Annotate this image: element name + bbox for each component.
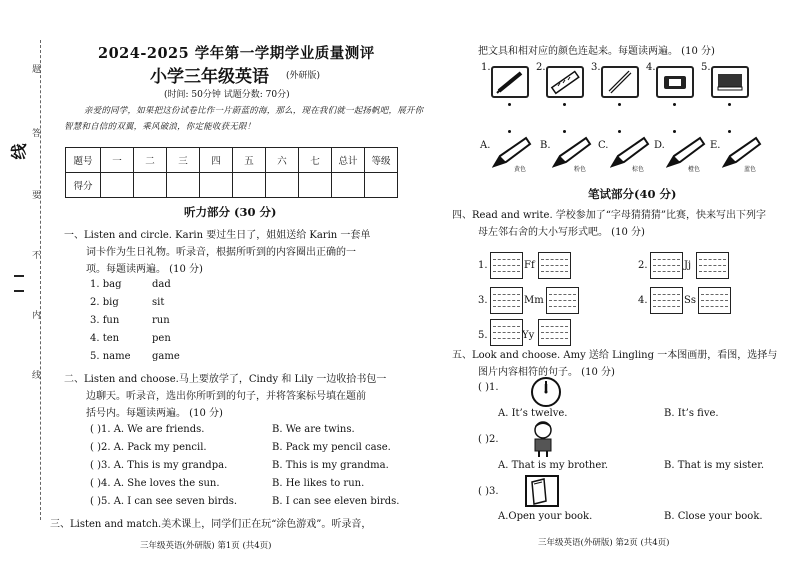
- q2-item-a[interactable]: ( )3. A. This is my grandpa.: [90, 460, 228, 471]
- q4-item-number: 3.: [478, 295, 488, 306]
- crayon-color-label: 黄色: [514, 166, 527, 173]
- crayon-color-label: 棕色: [632, 166, 645, 173]
- q4-letters: Ff: [524, 260, 535, 271]
- match-dot[interactable]: [563, 103, 566, 106]
- table-cell: 二: [134, 148, 167, 173]
- score-table-score-row: [66, 173, 398, 198]
- score-cell[interactable]: [101, 173, 134, 198]
- q4-letters: Ss: [684, 295, 696, 306]
- q5-option-b[interactable]: B. Close your book.: [664, 511, 763, 522]
- q4-item-number: 2.: [638, 260, 648, 271]
- q2-line-3: 括号内。每题读两遍。 (10 分): [86, 408, 223, 419]
- write-box[interactable]: [538, 252, 571, 279]
- open-book-icon: [524, 474, 560, 508]
- write-box[interactable]: [538, 319, 571, 346]
- listening-heading: 听力部分 (30 分): [184, 205, 277, 219]
- margin-char-5: 线: [32, 371, 42, 381]
- q2-item-b[interactable]: B. This is my grandma.: [272, 460, 389, 471]
- q5-option-a[interactable]: A. That is my brother.: [498, 460, 609, 471]
- q1-item-left[interactable]: 3. fun: [90, 315, 120, 326]
- match-dot[interactable]: [728, 103, 731, 106]
- q3-continuation: 把文具和相对应的颜色连起来。每题读两遍。 (10 分): [478, 46, 715, 57]
- q2-item-a[interactable]: ( )2. A. Pack my pencil.: [90, 442, 207, 453]
- q5-option-a[interactable]: A. It’s twelve.: [498, 408, 568, 419]
- q5-option-b[interactable]: B. It’s five.: [664, 408, 719, 419]
- margin-char-top: 题: [32, 65, 42, 75]
- score-table-header-row: [66, 148, 398, 173]
- score-cell[interactable]: [167, 173, 200, 198]
- page1-footer: 三年级英语(外研版) 第1页 (共4页): [140, 541, 272, 551]
- match-dot[interactable]: [673, 103, 676, 106]
- q4-letters: Jj: [684, 260, 692, 271]
- q5-option-b[interactable]: B. That is my sister.: [664, 460, 765, 471]
- table-cell: 题号: [66, 148, 101, 173]
- q1-item-right[interactable]: run: [152, 315, 170, 326]
- q2-item-a[interactable]: ( )4. A. She loves the sun.: [90, 478, 220, 489]
- table-cell: 得分: [66, 173, 101, 198]
- q1-line-2: 词卡作为生日礼物。听录音，根据所听到的内容圈出正确的一: [86, 247, 356, 258]
- crayon-color-label: 蓝色: [744, 166, 757, 173]
- match-dot[interactable]: [728, 130, 731, 133]
- write-box[interactable]: [490, 287, 523, 314]
- table-cell: 七: [299, 148, 332, 173]
- margin-char-4: 内: [32, 311, 42, 321]
- greeting-line-1: 亲爱的同学，如果把这份试卷比作一片蔚蓝的海，那么，现在我们就一起扬帆吧，展开你: [84, 106, 424, 116]
- q1-line-3: 项。每题读两遍。 (10 分): [86, 264, 203, 275]
- score-cell[interactable]: [365, 173, 398, 198]
- cut-line: [40, 40, 41, 520]
- q1-item-right[interactable]: dad: [152, 279, 171, 290]
- table-cell: 五: [233, 148, 266, 173]
- crayon-letter: B.: [540, 140, 551, 151]
- q2-item-a[interactable]: ( )1. A. We are friends.: [90, 424, 205, 435]
- score-cell[interactable]: [134, 173, 167, 198]
- q4-line-1: 四、Read and write. 学校参加了“字母猜猜猜”比赛，快来写出下列字: [452, 210, 767, 221]
- q4-item-number: 5.: [478, 330, 488, 341]
- q2-item-b[interactable]: B. Pack my pencil case.: [272, 442, 391, 453]
- margin-char-3: 不: [32, 251, 42, 261]
- book-icon: [711, 66, 749, 98]
- q4-item-number: 1.: [478, 260, 488, 271]
- greeting-line-2: 智慧和自信的双翼，乘风破浪，你定能收获无限！: [64, 122, 256, 132]
- binding-margin: [0, 0, 46, 561]
- stationery-number: 1.: [481, 62, 491, 73]
- score-cell[interactable]: [332, 173, 365, 198]
- q1-item-left[interactable]: 1. bag: [90, 279, 122, 290]
- q1-item-right[interactable]: pen: [152, 333, 171, 344]
- stationery-number: 2.: [536, 62, 546, 73]
- match-dot[interactable]: [618, 103, 621, 106]
- write-box[interactable]: [696, 252, 729, 279]
- score-cell[interactable]: [200, 173, 233, 198]
- write-box[interactable]: [650, 287, 683, 314]
- crayon-color-label: 橙色: [688, 166, 701, 173]
- match-dot[interactable]: [563, 130, 566, 133]
- q1-item-left[interactable]: 4. ten: [90, 333, 120, 344]
- q2-item-b[interactable]: B. He likes to run.: [272, 478, 365, 489]
- written-heading: 笔试部分(40 分): [588, 187, 677, 201]
- eraser-icon: [656, 66, 694, 98]
- table-cell: 三: [167, 148, 200, 173]
- margin-big-mark: 线: [9, 143, 29, 160]
- q2-line-1: 二、Listen and choose.马上要放学了，Cindy 和 Lily 一边收拾书包一: [64, 374, 387, 385]
- score-cell[interactable]: [233, 173, 266, 198]
- q2-item-b[interactable]: B. We are twins.: [272, 424, 355, 435]
- margin-char-2: 要: [32, 191, 42, 201]
- q1-item-right[interactable]: sit: [152, 297, 165, 308]
- score-cell[interactable]: [266, 173, 299, 198]
- q2-item-a[interactable]: ( )5. A. I can see seven birds.: [90, 496, 238, 507]
- table-cell: 四: [200, 148, 233, 173]
- write-box[interactable]: [490, 252, 523, 279]
- q4-letters: Mm: [524, 295, 544, 306]
- q1-item-left[interactable]: 5. name: [90, 351, 131, 362]
- table-cell: 等级: [365, 148, 398, 173]
- table-cell: 一: [101, 148, 134, 173]
- q5-line-2: 图片内容相符的句子。 (10 分): [478, 367, 615, 378]
- crayon-letter: E.: [710, 140, 721, 151]
- crayon-letter: A.: [480, 140, 491, 151]
- stationery-number: 4.: [646, 62, 656, 73]
- pencil-icon: [601, 66, 639, 98]
- match-dot[interactable]: [508, 103, 511, 106]
- q1-item-left[interactable]: 2. big: [90, 297, 119, 308]
- q3-line: 三、Listen and match.美术课上，同学们正在玩“涂色游戏”。听录音，: [50, 519, 372, 530]
- match-dot[interactable]: [508, 130, 511, 133]
- q5-answer-bracket[interactable]: ( )3.: [478, 486, 499, 497]
- margin-tick: [14, 290, 24, 292]
- write-box[interactable]: [546, 287, 579, 314]
- edition-label: (外研版): [286, 71, 321, 81]
- q2-line-2: 边聊天。听录音，选出你所听到的句子，并将答案标号填在题前: [86, 391, 366, 402]
- match-dot[interactable]: [618, 130, 621, 133]
- q5-answer-bracket[interactable]: ( )2.: [478, 434, 499, 445]
- clock-icon: [528, 376, 564, 408]
- q5-line-1: 五、Look and choose. Amy 送给 Lingling 一本图画册，看图，选择与: [452, 350, 778, 361]
- q5-option-a[interactable]: A.Open your book.: [498, 511, 593, 522]
- margin-tick: [14, 275, 24, 277]
- crayon-color-label: 粉色: [574, 166, 587, 173]
- stationery-number: 3.: [591, 62, 601, 73]
- write-box[interactable]: [490, 319, 523, 346]
- boy-icon: [528, 420, 558, 458]
- match-dot[interactable]: [673, 130, 676, 133]
- q1-line-1: 一、Listen and circle. Karin 要过生日了，姐姐送给 Karin 一套单: [64, 230, 371, 241]
- crayon-letter: D.: [654, 140, 665, 151]
- write-box[interactable]: [650, 252, 683, 279]
- ruler-icon: [546, 66, 584, 98]
- table-cell: 总计: [332, 148, 365, 173]
- exam-info: (时间: 50分钟 试题分数: 70分): [164, 90, 290, 100]
- score-table: [65, 147, 398, 198]
- q2-item-b[interactable]: B. I can see eleven birds.: [272, 496, 400, 507]
- q4-item-number: 4.: [638, 295, 648, 306]
- q4-line-2: 母左邻右舍的大小写形式吧。 (10 分): [478, 227, 645, 238]
- q1-item-right[interactable]: game: [152, 351, 180, 362]
- pen-icon: [491, 66, 529, 98]
- q4-letters: Yy: [522, 330, 535, 341]
- exam-subtitle: 小学三年级英语: [150, 67, 269, 87]
- q5-answer-bracket[interactable]: ( )1.: [478, 382, 499, 393]
- stationery-number: 5.: [701, 62, 711, 73]
- page2-footer: 三年级英语(外研版) 第2页 (共4页): [538, 538, 670, 548]
- exam-title: 2024-2025 学年第一学期学业质量测评: [98, 45, 375, 62]
- crayon-letter: C.: [598, 140, 609, 151]
- table-cell: 六: [266, 148, 299, 173]
- score-cell[interactable]: [299, 173, 332, 198]
- margin-char-1: 答: [32, 129, 42, 139]
- write-box[interactable]: [698, 287, 731, 314]
